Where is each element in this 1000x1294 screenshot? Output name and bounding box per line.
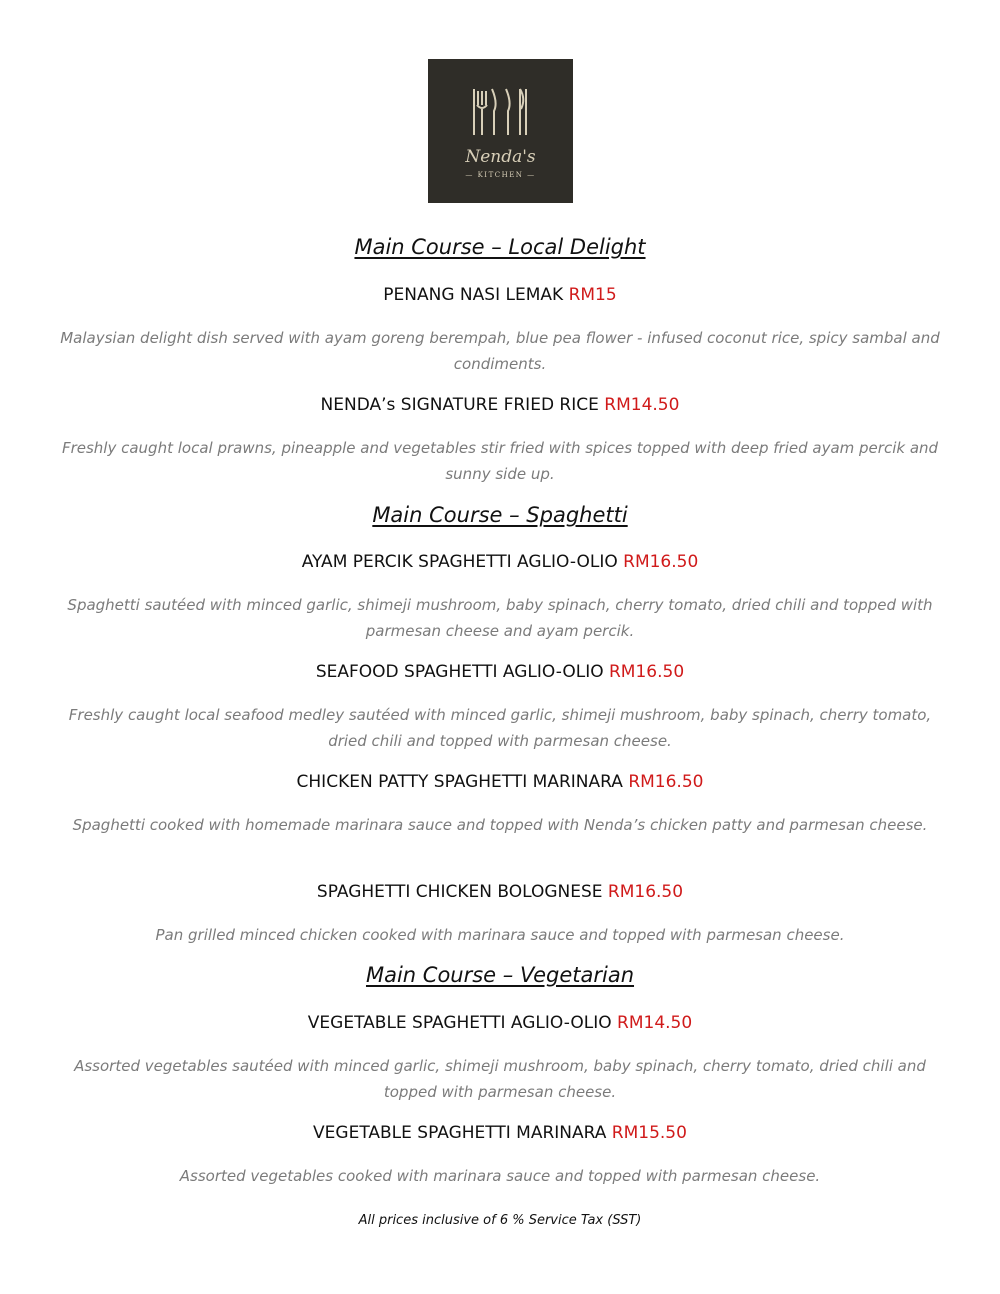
item-price: RM15.50	[611, 1123, 687, 1143]
menu-item-description: Malaysian delight dish served with ayam goreng berempah, blue pea flower - infused coconut rice, spicy sambal and condiments.	[60, 329, 940, 373]
item-name-text: NENDA’s SIGNATURE FRIED RICE	[320, 395, 599, 415]
item-price: RM16.50	[607, 882, 684, 902]
menu-item-description: Freshly caught local seafood medley sautéed with minced garlic, shimeji mushroom, baby spinach, cherry tomato, dried chili and topped with parmesan cheese.	[68, 706, 932, 750]
item-price: RM16.50	[623, 552, 699, 572]
menu-item-description: Assorted vegetables cooked with marinara sauce and topped with parmesan cheese.	[179, 1167, 821, 1185]
menu-item-description: Assorted vegetables sautéed with minced garlic, shimeji mushroom, baby spinach, cherry tomato, dried chili and topped with parmesan cheese.	[74, 1057, 926, 1101]
section-title-vegetarian: Main Course – Vegetarian	[365, 963, 635, 987]
menu-item-description: Pan grilled minced chicken cooked with marinara sauce and topped with parmesan cheese.	[155, 926, 845, 944]
item-price: RM14.50	[617, 1013, 693, 1033]
logo-name: Nenda's	[465, 147, 536, 167]
menu-item-name	[60, 772, 940, 792]
item-name-text: CHICKEN PATTY SPAGHETTI MARINARA	[296, 772, 623, 792]
item-price: RM15	[568, 285, 617, 305]
menu-item-description: Spaghetti sautéed with minced garlic, shimeji mushroom, baby spinach, cherry tomato, dried chili and topped with parmesan cheese and ayam percik.	[67, 596, 933, 640]
menu-item-name	[60, 552, 940, 572]
menu-item-name	[60, 662, 940, 682]
item-price: RM16.50	[628, 772, 704, 792]
item-price: RM16.50	[609, 662, 685, 682]
item-name-text: SPAGHETTI CHICKEN BOLOGNESE	[316, 882, 603, 902]
menu-item-name	[60, 882, 940, 902]
restaurant-logo	[428, 59, 573, 203]
item-name-text: AYAM PERCIK SPAGHETTI AGLIO-OLIO	[301, 552, 618, 572]
item-name-text: PENANG NASI LEMAK	[383, 285, 564, 305]
menu-item-description: Spaghetti cooked with homemade marinara sauce and topped with Nenda’s chicken patty and parmesan cheese.	[72, 816, 928, 834]
menu-item-name	[60, 285, 940, 305]
item-name-text: VEGETABLE SPAGHETTI AGLIO-OLIO	[307, 1013, 612, 1033]
tax-note: All prices inclusive of 6 % Service Tax (SST)	[358, 1213, 642, 1228]
item-name-text: SEAFOOD SPAGHETTI AGLIO-OLIO	[315, 662, 604, 682]
item-name-text: VEGETABLE SPAGHETTI MARINARA	[313, 1123, 607, 1143]
cutlery-icon	[428, 59, 573, 203]
section-title-spaghetti: Main Course – Spaghetti	[372, 503, 628, 527]
item-price: RM14.50	[604, 395, 680, 415]
menu-item-name	[60, 395, 940, 415]
menu-item-name	[60, 1123, 940, 1143]
logo-subtitle: — KITCHEN —	[465, 171, 536, 179]
section-title-local-delight: Main Course – Local Delight	[354, 235, 646, 259]
menu-item-description: Freshly caught local prawns, pineapple and vegetables stir fried with spices topped with deep fried ayam percik and sunny side up.	[61, 439, 939, 483]
menu-item-name	[60, 1013, 940, 1033]
